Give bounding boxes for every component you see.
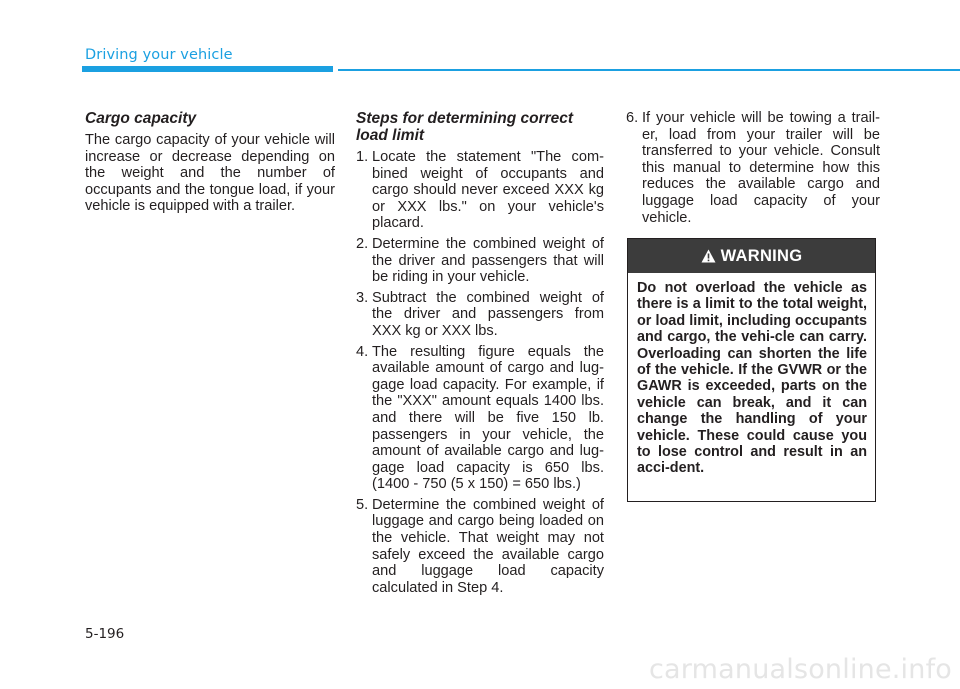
warning-box	[627, 238, 876, 502]
steps-list	[356, 149, 604, 596]
step-item	[626, 110, 880, 226]
steps-continued-column	[626, 110, 880, 226]
page-number: 5-196	[85, 626, 125, 642]
cargo-capacity-heading: Cargo capacity	[85, 110, 197, 127]
warning-label: WARNING	[720, 246, 803, 265]
warning-header	[628, 239, 875, 273]
step-item	[356, 497, 604, 597]
warning-triangle-icon	[701, 249, 716, 263]
step-number: 5.	[356, 496, 369, 513]
step-number: 2.	[356, 235, 369, 252]
step-text: Locate the statement "The com-bined weight of occupants and cargo should never exceed XXX kg or XXX lbs." on your vehicle's placard.	[372, 149, 604, 232]
cargo-capacity-body: The cargo capacity of your vehicle will increase or decrease depending on the weight and the number of occupants and the tongue load, if your vehicle is equipped with a trailer.	[85, 132, 335, 215]
step-text: The resulting figure equals the available amount of cargo and lug-gage load capacity. For example, if the "XXX" amount equals 1400 lbs. and there will be five 150 lb. passengers in your vehicle, the amount of available cargo and lug-gage load capacity is 650 lbs. (1400 - 750 (5 x 150) = 650 lbs.)	[372, 343, 604, 493]
header-rule-thin	[338, 69, 960, 71]
step-text: If your vehicle will be towing a trail-er, load from your trailer will be transferred to your vehicle. Consult this manual to determine how this reduces the available cargo and luggage load capacity of your vehicle.	[642, 110, 880, 226]
section-title: Driving your vehicle	[85, 47, 233, 63]
steps-column	[356, 110, 604, 600]
step-number: 4.	[356, 343, 369, 360]
watermark: carmanualsonline.info	[649, 654, 952, 685]
step-item	[356, 290, 604, 340]
step-item	[356, 344, 604, 493]
step-text: Determine the combined weight of luggage and cargo being loaded on the vehicle. That weight may not safely exceed the available cargo and luggage load capacity calculated in Step 4.	[372, 496, 604, 596]
step-item	[356, 149, 604, 232]
steps-heading: Steps for determining correct load limit	[356, 110, 574, 144]
cargo-capacity-column	[85, 110, 335, 215]
warning-text: Do not overload the vehicle as there is a limit to the total weight, or load limit, including occupants and cargo, the vehi-cle can carry. Overloading can shorten the life of the vehicle. If the GVWR or the GAWR is exceeded, parts on the vehicle can break, and it can change the handling of your vehicle. These could cause you to lose control and result in an acci-dent.	[637, 280, 867, 477]
step-number: 3.	[356, 289, 369, 306]
header-rule-thick	[82, 66, 333, 72]
step-number: 1.	[356, 149, 369, 165]
step-text: Determine the combined weight of the driver and passengers that will be riding in your vehicle.	[372, 235, 604, 286]
step-text: Subtract the combined weight of the driver and passengers from XXX kg or XXX lbs.	[372, 289, 604, 339]
steps-list-continued	[626, 110, 880, 226]
step-number: 6.	[626, 110, 639, 126]
step-item	[356, 236, 604, 286]
